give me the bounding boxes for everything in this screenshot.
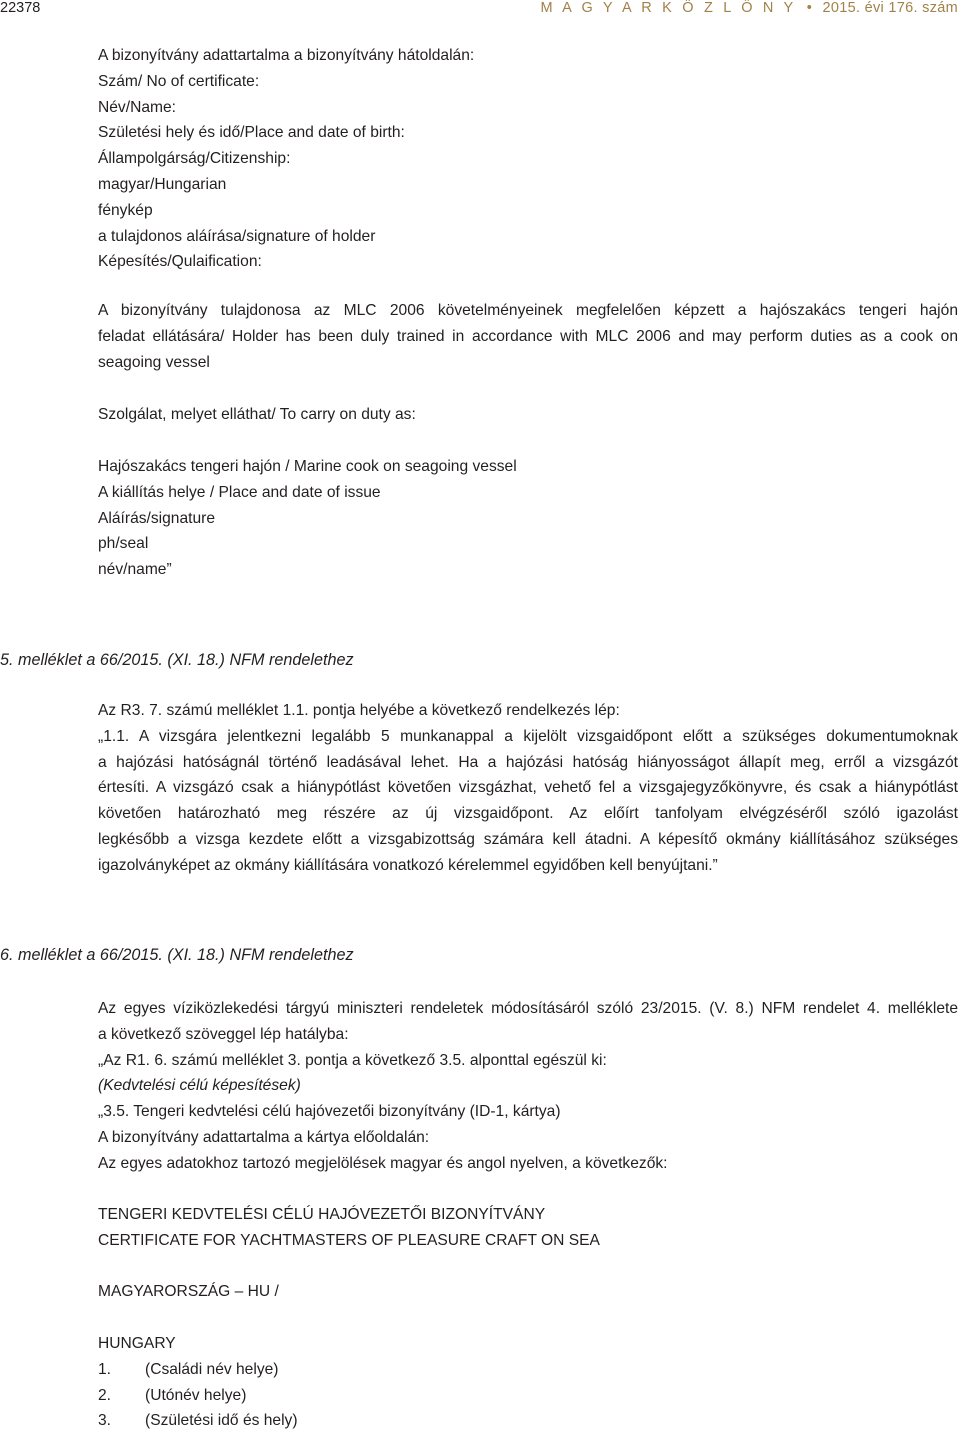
paragraph-line: igazolványképet az okmány kiállítására vonatkozó kérelemmel egyidőben kell benyújtani.” <box>98 856 718 874</box>
annex-6-title: 6. melléklet a 66/2015. (XI. 18.) NFM rendelethez <box>0 946 354 964</box>
holder-paragraph <box>98 298 958 375</box>
annex-5-body <box>98 698 958 879</box>
list-item <box>98 1383 958 1409</box>
list-item <box>98 1357 958 1383</box>
country-block <box>98 1279 958 1305</box>
annex-6-body <box>98 996 958 1177</box>
duty-lines-block <box>98 454 958 583</box>
duty-heading: Szolgálat, melyet elláthat/ To carry on duty as: <box>98 406 416 423</box>
list-item <box>98 1408 958 1434</box>
list-label: (Születési idő és hely) <box>145 1412 298 1430</box>
paragraph-line: „1.1. A vizsgára jelentkezni legalább 5 munkanappal a kijelölt vizsgaidőpont előtt a szükséges dokumentumoknak <box>98 727 958 745</box>
journal-title: M A G Y A R K Ö Z L Ö N Y <box>540 0 797 16</box>
certificate-titles <box>98 1202 958 1254</box>
signature-line: Aláírás/signature <box>98 509 216 527</box>
citizenship-value: magyar/Hungarian <box>98 175 227 193</box>
birth-field: Születési hely és idő/Place and date of birth: <box>98 124 405 142</box>
duty-block <box>98 402 958 428</box>
paragraph-line: a következő szöveggel lép hatályba: <box>98 1025 349 1043</box>
page-number: 22378 <box>0 0 41 16</box>
bullet-separator: • <box>806 0 813 16</box>
photo-field: fénykép <box>98 201 153 219</box>
journal-masthead <box>540 0 958 22</box>
name-field: Név/Name: <box>98 98 176 116</box>
list-label: (Családi név helye) <box>145 1360 279 1378</box>
back-side-block <box>98 43 958 275</box>
list-number: 3. <box>98 1412 112 1430</box>
issue-place-line: A kiállítás helye / Place and date of issue <box>98 483 381 501</box>
fields-list <box>98 1331 958 1434</box>
list-label: (Utónév helye) <box>145 1386 247 1404</box>
name-line: név/name” <box>98 561 172 579</box>
duty-line: Hajószakács tengeri hajón / Marine cook on seagoing vessel <box>98 458 517 475</box>
list-number: 2. <box>98 1386 112 1404</box>
paragraph-line: Az egyes víziközlekedési tárgyú miniszteri rendeletek módosításáról szóló 23/2015. (V. 8.) NFM rendelet 4. melléklete <box>98 1000 958 1017</box>
certificate-line: „3.5. Tengeri kedvtelési célú hajóvezetői bizonyítvány (ID-1, kártya) <box>98 1103 561 1121</box>
certificate-title-hu: TENGERI KEDVTELÉSI CÉLÚ HAJÓVEZETŐI BIZONYÍTVÁNY <box>98 1206 546 1223</box>
annex-5-intro: Az R3. 7. számú melléklet 1.1. pontja helyébe a következő rendelkezés lép: <box>98 702 620 719</box>
paragraph-line: A bizonyítvány tulajdonosa az MLC 2006 követelményeinek megfelelően képzett a hajószakács tengeri hajón <box>98 302 958 319</box>
seal-line: ph/seal <box>98 535 149 553</box>
markings-line: Az egyes adatokhoz tartozó megjelölések magyar és angol nyelven, a következők: <box>98 1154 668 1172</box>
paragraph-line: seagoing vessel <box>98 353 210 371</box>
certificate-number-field: Szám/ No of certificate: <box>98 72 260 90</box>
qualification-field: Képesítés/Qulaification: <box>98 253 262 271</box>
citizenship-field: Állampolgárság/Citizenship: <box>98 150 291 168</box>
annex-5-title: 5. melléklet a 66/2015. (XI. 18.) NFM rendelethez <box>0 651 354 669</box>
certificate-title-en: CERTIFICATE FOR YACHTMASTERS OF PLEASURE CRAFT ON SEA <box>98 1231 600 1249</box>
paragraph-line: értesíti. A vizsgázó csak a hiánypótlást követően vizsgázhat, vehető fel a vizsgajegyzőkönyvre, és csak a hiánypótlást <box>98 779 958 797</box>
paragraph-line: a hajózási hatóságnál történő leadásával lehet. Ha a hajózási hatóság hiányosságot állapít meg, erről a vizsgázót <box>98 753 958 771</box>
paragraph-line: követően határozható meg részére az új vizsgaidőpont. Az előírt tanfolyam elvégzéséről szóló igazolást <box>98 805 958 823</box>
paragraph-line: legkésőbb a vizsga kezdete előtt a vizsgabizottság számára kell átadni. A képesítő okmány kiállításához szükséges <box>98 830 958 848</box>
paragraph-line: feladat ellátására/ Holder has been duly trained in accordance with MLC 2006 and may perform duties as a cook on <box>98 327 958 345</box>
page-header <box>0 0 960 22</box>
back-side-heading: A bizonyítvány adattartalma a bizonyítvány hátoldalán: <box>98 47 475 64</box>
country-line: MAGYARORSZÁG – HU / <box>98 1283 279 1300</box>
amendment-line: „Az R1. 6. számú melléklet 3. pontja a következő 3.5. alponttal egészül ki: <box>98 1051 607 1069</box>
issue-number: 2015. évi 176. szám <box>822 0 958 16</box>
holder-signature-field: a tulajdonos aláírása/signature of holder <box>98 227 376 245</box>
list-number: 1. <box>98 1360 112 1378</box>
subtitle-line: (Kedvtelési célú képesítések) <box>98 1077 301 1095</box>
country-en: HUNGARY <box>98 1335 176 1352</box>
front-side-line: A bizonyítvány adattartalma a kártya előoldalán: <box>98 1128 430 1146</box>
